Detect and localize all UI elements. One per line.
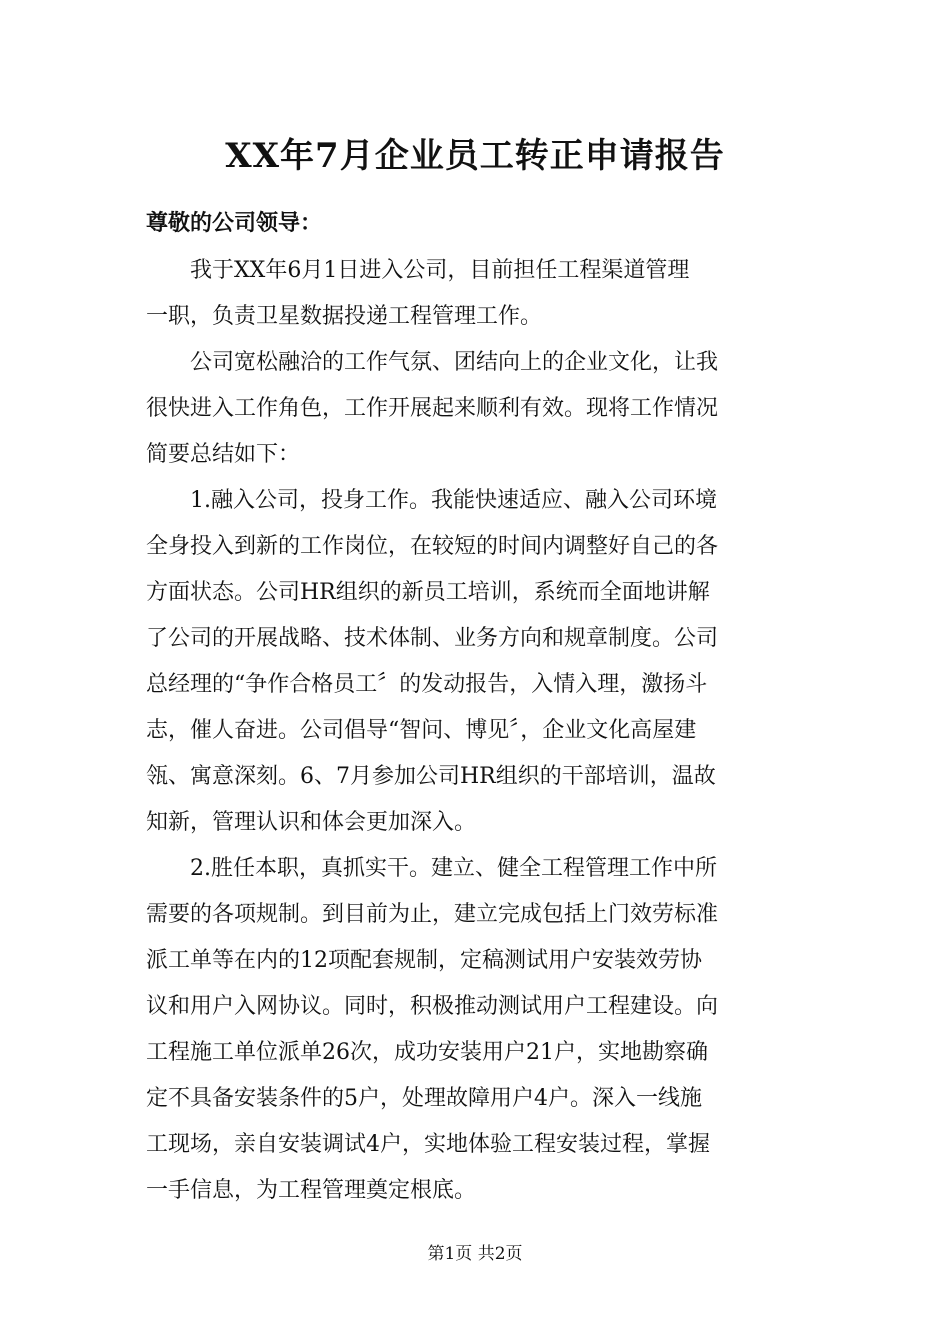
paragraph bbox=[146, 340, 814, 478]
text-line: 一职，负责卫星数据投递工程管理工作。 bbox=[146, 304, 543, 329]
document-body bbox=[146, 248, 814, 1214]
text-line: 定不具备安装条件的5户，处理故障用户4户。深入一线施 bbox=[146, 1086, 702, 1111]
text-line: 公司宽松融洽的工作气氛、团结向上的企业文化，让我 bbox=[190, 350, 719, 375]
paragraph bbox=[146, 248, 814, 340]
text-line: 知新，管理认识和体会更加深入。 bbox=[146, 810, 477, 835]
text-line: 派工单等在内的12项配套规制，定稿测试用户安装效劳协 bbox=[146, 948, 702, 973]
paragraph bbox=[146, 846, 814, 1214]
text-line: 瓴、寓意深刻。6、7月参加公司HR组织的干部培训，温故 bbox=[146, 764, 716, 789]
paragraph bbox=[146, 478, 814, 846]
text-line: 志，催人奋进。公司倡导“智问、博见〞，企业文化高屋建 bbox=[146, 718, 697, 743]
text-line: 需要的各项规制。到目前为止，建立完成包括上门效劳标准 bbox=[146, 902, 719, 927]
text-line: 我于XX年6月1日进入公司，目前担任工程渠道管理 bbox=[190, 258, 690, 283]
text-line: 了公司的开展战略、技术体制、业务方向和规章制度。公司 bbox=[146, 626, 719, 651]
text-line: 工程施工单位派单26次，成功安装用户21户，实地勘察确 bbox=[146, 1040, 708, 1065]
document-title: XX年7月企业员工转正申请报告 bbox=[225, 136, 725, 176]
text-line: 简要总结如下： bbox=[146, 442, 301, 467]
text-line: 方面状态。公司HR组织的新员工培训，系统而全面地讲解 bbox=[146, 580, 710, 605]
text-line: 议和用户入网协议。同时，积极推动测试用户工程建设。向 bbox=[146, 994, 719, 1019]
text-line: 2.胜任本职，真抓实干。建立、健全工程管理工作中所 bbox=[190, 856, 717, 881]
text-line: 全身投入到新的工作岗位，在较短的时间内调整好自己的各 bbox=[146, 534, 719, 559]
salutation: 尊敬的公司领导： bbox=[146, 210, 323, 236]
text-line: 工现场，亲自安装调试4户，实地体验工程安装过程，掌握 bbox=[146, 1132, 710, 1157]
text-line: 一手信息，为工程管理奠定根底。 bbox=[146, 1178, 477, 1203]
text-line: 总经理的“争作合格员工〞的发动报告，入情入理，激扬斗 bbox=[146, 672, 708, 697]
page-footer: 第1页 共2页 bbox=[427, 1244, 523, 1264]
text-line: 很快进入工作角色，工作开展起来顺利有效。现将工作情况 bbox=[146, 396, 719, 421]
text-line: 1.融入公司，投身工作。我能快速适应、融入公司环境 bbox=[190, 488, 717, 513]
